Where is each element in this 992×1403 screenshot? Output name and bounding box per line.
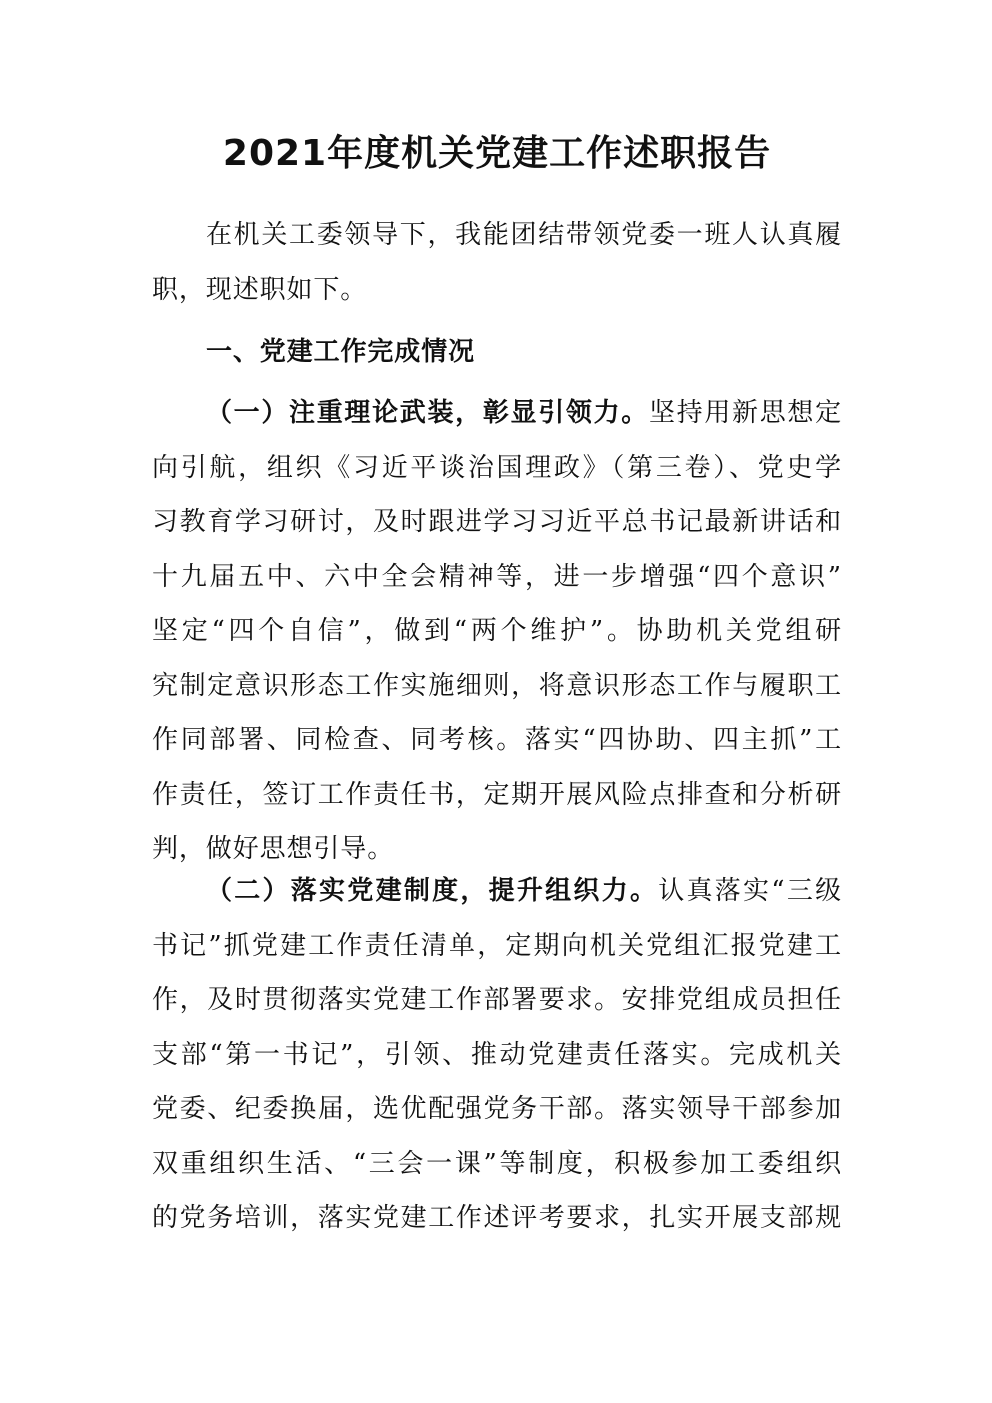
- paragraph-line: 党委、纪委换届，选优配强党务干部。落实领导干部参加: [152, 1094, 842, 1124]
- intro-line: 在机关工委领导下，我能团结带领党委一班人认真履: [206, 220, 842, 250]
- paragraph-line: 书记”抓党建工作责任清单，定期向机关党组汇报党建工: [152, 930, 842, 961]
- subsection-1-paragraph: [152, 386, 842, 877]
- lead-rest: 坚持用新思想定: [648, 398, 842, 428]
- lead-rest: 认真落实“三级: [658, 876, 842, 906]
- paragraph-line: 坚定“四个自信”，做到“两个维护”。协助机关党组研: [152, 616, 842, 646]
- paragraph-line: 作责任，签订工作责任书，定期开展风险点排查和分析研: [152, 779, 842, 810]
- intro-line: 职，现述职如下。: [152, 274, 368, 305]
- paragraph-line: 究制定意识形态工作实施细则，将意识形态工作与履职工: [152, 670, 842, 701]
- section-heading-text: 一、党建工作完成情况: [206, 337, 476, 367]
- subsection-2-paragraph: [152, 864, 842, 1246]
- paragraph-line: 习教育学习研讨，及时跟进学习习近平总书记最新讲话和: [152, 507, 842, 537]
- paragraph-line: 向引航，组织《习近平谈治国理政》（第三卷）、党史学: [152, 452, 842, 483]
- paragraph-line: 双重组织生活、“三会一课”等制度，积极参加工委组织: [152, 1148, 842, 1179]
- subsection-lead: （二）落实党建制度，提升组织力。: [206, 876, 659, 906]
- paragraph-first-line: [152, 864, 842, 919]
- section-heading-1: [152, 325, 842, 380]
- paragraph-line: 判，做好思想引导。: [152, 834, 395, 864]
- paragraph-line: 作同部署、同检查、同考核。落实“四协助、四主抓”工: [152, 725, 842, 755]
- paragraph-first-line: [152, 386, 842, 441]
- paragraph-line: 十九届五中、六中全会精神等，进一步增强“四个意识”: [152, 561, 842, 592]
- paragraph-line: 的党务培训，落实党建工作述评考要求，扎实开展支部规: [152, 1203, 842, 1233]
- document-title: 2021年度机关党建工作述职报告: [222, 133, 772, 174]
- paragraph-line: 支部“第一书记”，引领、推动党建责任落实。完成机关: [152, 1039, 842, 1070]
- paragraph-line: 作，及时贯彻落实党建工作部署要求。安排党组成员担任: [152, 985, 842, 1015]
- intro-paragraph: [152, 208, 842, 317]
- subsection-lead: （一）注重理论武装，彰显引领力。: [206, 398, 649, 428]
